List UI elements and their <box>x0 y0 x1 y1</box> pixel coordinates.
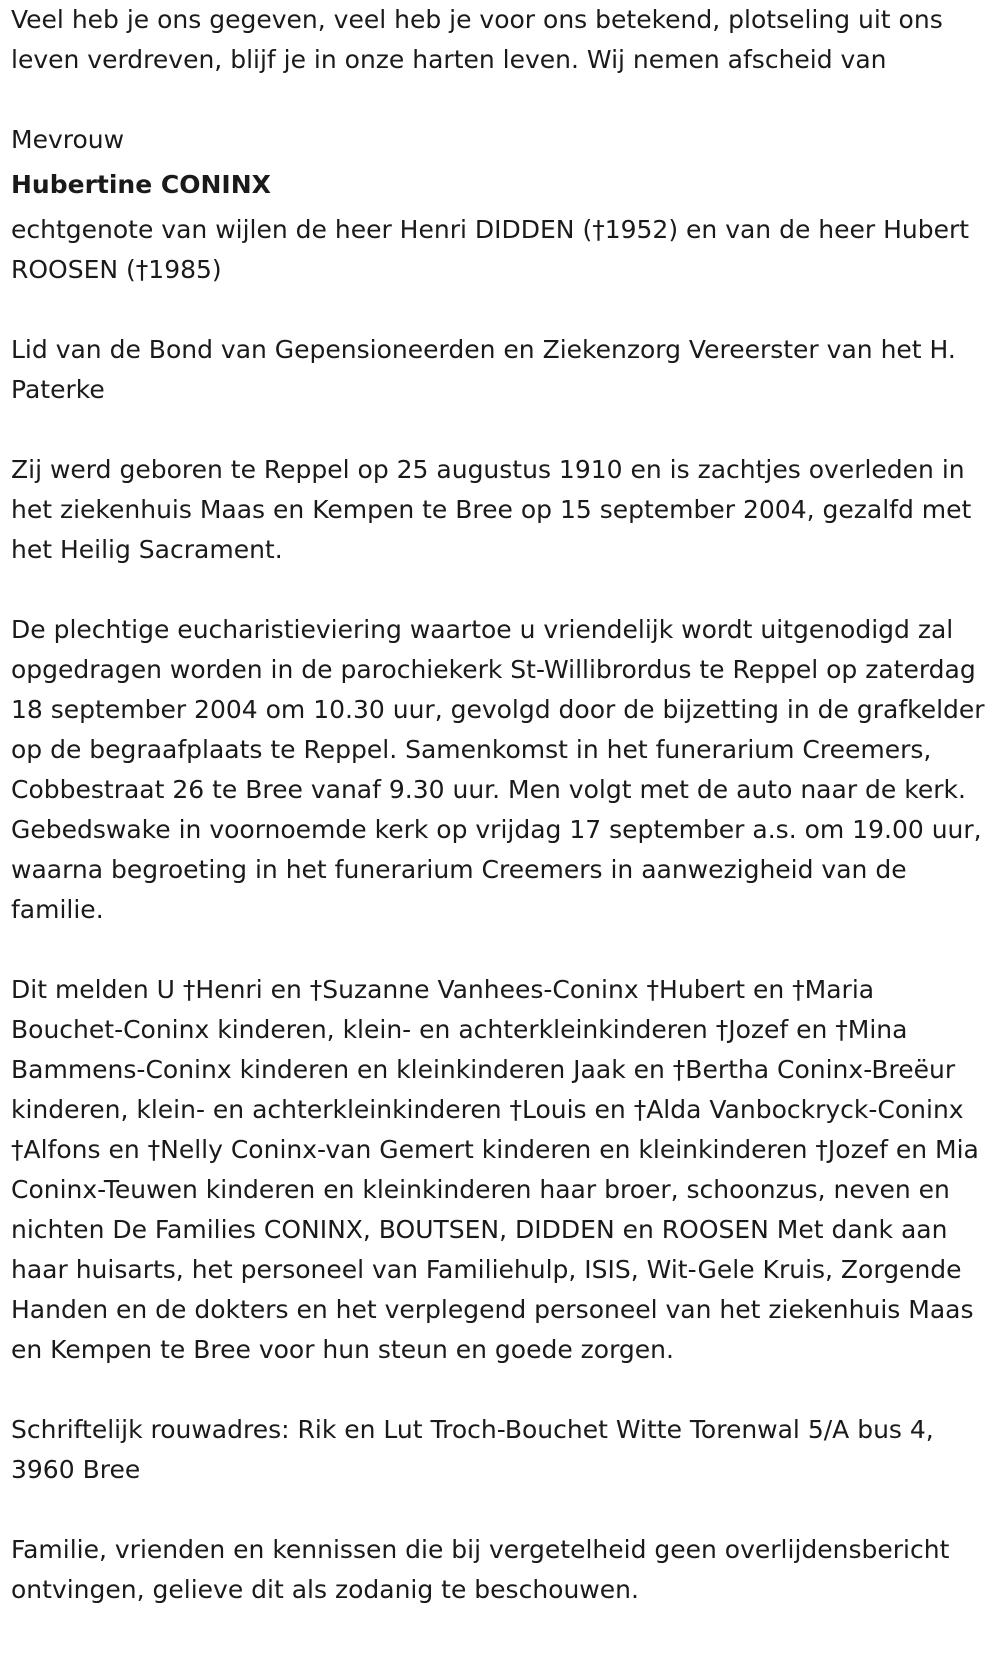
deceased-name: Hubertine CONINX <box>11 170 271 199</box>
spacer <box>11 570 988 610</box>
ceremony-paragraph: De plechtige eucharistieviering waartoe u vriendelijk wordt uitgenodigd zal opgedragen worden in de parochiekerk St-Willibrordus te Reppel op zaterdag 18 september 2004 om 10.30 uur, gevolgd door de bijzetting in de grafkelder op de begraafplaats te Reppel. Samenkomst in het funerarium Creemers, Cobbestraat 26 te Bree vanaf 9.30 uur. Men volgt met de auto naar de kerk. Gebedswake in voornoemde kerk op vrijdag 17 september a.s. om 19.00 uur, waarna begroeting in het funerarium Creemers in aanwezigheid van de familie. <box>11 615 985 924</box>
spacer <box>11 1490 988 1530</box>
spacer <box>11 1370 988 1410</box>
honorific: Mevrouw <box>11 125 125 154</box>
poem-paragraph: Veel heb je ons gegeven, veel heb je voor ons betekend, plotseling uit ons leven verdreven, blijf je in onze harten leven. Wij nemen afscheid van <box>11 5 943 74</box>
spacer <box>11 410 988 450</box>
closing-paragraph: Familie, vrienden en kennissen die bij vergetelheid geen overlijdensbericht ontvingen, gelieve dit als zodanig te beschouwen. <box>11 1535 950 1604</box>
spacer <box>11 80 988 120</box>
address-paragraph: Schriftelijk rouwadres: Rik en Lut Troch-Bouchet Witte Torenwal 5/A bus 4, 3960 Bree <box>11 1415 934 1484</box>
life-paragraph: Zij werd geboren te Reppel op 25 augustus 1910 en is zachtjes overleden in het ziekenhuis Maas en Kempen te Bree op 15 september 2004, gezalfd met het Heilig Sacrament. <box>11 455 972 564</box>
memberships-paragraph: Lid van de Bond van Gepensioneerden en Ziekenzorg Vereerster van het H. Paterke <box>11 335 956 404</box>
spouses-paragraph: echtgenote van wijlen de heer Henri DIDDEN (†1952) en van de heer Hubert ROOSEN (†1985) <box>11 215 970 284</box>
family-paragraph: Dit melden U †Henri en †Suzanne Vanhees-Coninx †Hubert en †Maria Bouchet-Coninx kinderen, klein- en achterkleinkinderen †Jozef en †Mina Bammens-Coninx kinderen en kleinkinderen Jaak en †Bertha Coninx-Breëur kinderen, klein- en achterkleinkinderen †Louis en †Alda Vanbockryck-Coninx †Alfons en †Nelly Coninx-van Gemert kinderen en kleinkinderen †Jozef en Mia Coninx-Teuwen kinderen en kleinkinderen haar broer, schoonzus, neven en nichten De Families CONINX, BOUTSEN, DIDDEN en ROOSEN Met dank aan haar huisarts, het personeel van Familiehulp, ISIS, Wit-Gele Kruis, Zorgende Handen en de dokters en het verplegend personeel van het ziekenhuis Maas en Kempen te Bree voor hun steun en goede zorgen. <box>11 975 979 1364</box>
spacer <box>11 930 988 970</box>
spacer <box>11 290 988 330</box>
